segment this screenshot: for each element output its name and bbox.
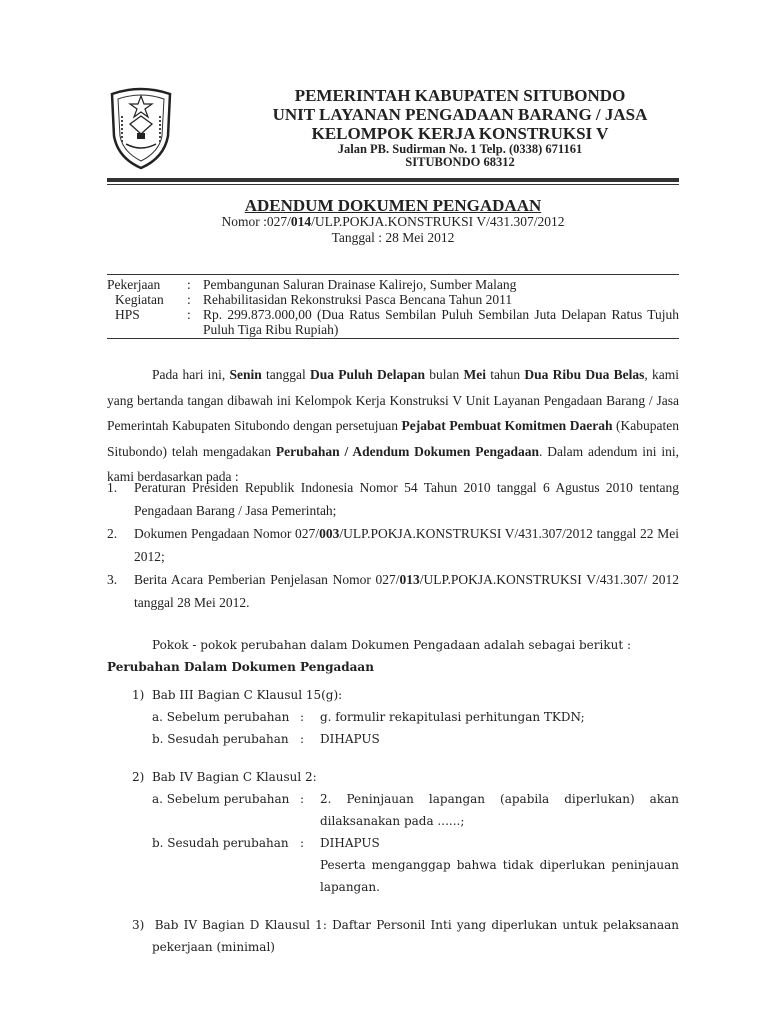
info-separator: : bbox=[187, 277, 191, 292]
header-working-group: KELOMPOK KERJA KONSTRUKSI V bbox=[311, 124, 609, 143]
change-item bbox=[132, 766, 679, 898]
text-run: Berita Acara Pemberian Penjelasan Nomor 027/ bbox=[134, 572, 400, 587]
number-prefix: Nomor :027/ bbox=[221, 214, 291, 229]
bold-text: Perubahan / Adendum Dokumen Pengadaan bbox=[275, 443, 539, 459]
changes-list bbox=[132, 684, 683, 974]
header-unit: UNIT LAYANAN PENGADAAN BARANG / JASA bbox=[272, 105, 648, 124]
change-note: Peserta menganggap bahwa tidak diperlukan peninjauan lapangan. bbox=[320, 858, 679, 894]
change-item bbox=[132, 914, 683, 958]
change-value-wrap bbox=[320, 788, 679, 832]
document-title: ADENDUM DOKUMEN PENGADAAN bbox=[244, 196, 542, 215]
text-run: , kami yang bertanda tangan dibawah ini Kelompok Kerja Konstruksi V Unit Layanan Pengadaan Barang / Jasa Pemerintah Kabupaten Situbondo dengan persetujuan bbox=[107, 367, 679, 433]
change-label: a. Sebelum perubahan bbox=[152, 710, 290, 724]
change-row bbox=[132, 728, 679, 750]
text-run: . Dalam adendum ini ini, kami berdasarkan pada : bbox=[107, 443, 679, 484]
basis-text bbox=[134, 522, 679, 568]
basis-item bbox=[107, 476, 679, 522]
basis-number: 3. bbox=[107, 572, 118, 587]
change-label: a. Sebelum perubahan bbox=[152, 792, 290, 806]
text-run: /ULP.POKJA.KONSTRUKSI V/431.307/ 2012 tanggal 28 Mei 2012. bbox=[134, 572, 679, 610]
basis-number: 2. bbox=[107, 526, 118, 541]
change-separator: : bbox=[300, 792, 305, 806]
info-label: Pekerjaan bbox=[107, 277, 161, 292]
number-suffix: /ULP.POKJA.KONSTRUKSI V/431.307/2012 bbox=[311, 214, 565, 229]
change-value: DIHAPUS bbox=[320, 732, 380, 746]
change-value: 2. Peninjauan lapangan (apabila diperlukan) akan dilaksanakan pada ......; bbox=[320, 792, 679, 828]
info-label: Kegiatan bbox=[115, 292, 164, 307]
changes-heading: Perubahan Dalam Dokumen Pengadaan bbox=[107, 660, 374, 674]
info-value: Rehabilitasidan Rekonstruksi Pasca Bencana Tahun 2011 bbox=[203, 292, 513, 307]
changes-intro: Pokok - pokok perubahan dalam Dokumen Pengadaan adalah sebagai berikut : bbox=[152, 638, 632, 652]
text-run: tanggal bbox=[261, 367, 311, 382]
change-row bbox=[132, 706, 679, 728]
change-label: b. Sesudah perubahan bbox=[152, 836, 289, 850]
info-table bbox=[107, 277, 679, 337]
basis-list bbox=[107, 476, 679, 614]
info-row bbox=[107, 307, 679, 337]
info-row bbox=[107, 292, 679, 307]
document-number bbox=[107, 214, 679, 230]
change-value-wrap bbox=[320, 832, 679, 898]
header-address: Jalan PB. Sudirman No. 1 Telp. (0338) 671161 bbox=[337, 142, 583, 156]
bold-text: Pejabat Pembuat Komitmen Daerah bbox=[401, 418, 613, 433]
info-separator: : bbox=[187, 292, 191, 307]
bold-text: Dua Puluh Delapan bbox=[310, 367, 426, 382]
bold-text: Senin bbox=[229, 367, 262, 382]
header-thin-rule bbox=[107, 184, 679, 185]
header-thick-rule bbox=[107, 178, 679, 182]
text-run: Peraturan Presiden Republik Indonesia Nomor 54 Tahun 2010 tanggal 6 Agustus 2010 tentang Pengadaan Barang / Jasa Pemerintah; bbox=[134, 480, 679, 518]
opening-paragraph bbox=[107, 362, 679, 490]
bold-text: Dua Ribu Dua Belas bbox=[524, 367, 645, 382]
change-label: b. Sesudah perubahan bbox=[152, 732, 289, 746]
basis-item bbox=[107, 522, 679, 568]
change-row bbox=[132, 832, 679, 898]
info-value: Pembangunan Saluran Drainase Kalirejo, Sumber Malang bbox=[203, 277, 517, 292]
info-row bbox=[107, 277, 679, 292]
change-title: 3) Bab IV Bagian D Klausul 1: Daftar Personil Inti yang diperlukan untuk pelaksanaan pekerjaan (minimal) bbox=[132, 918, 683, 954]
change-value: g. formulir rekapitulasi perhitungan TKDN; bbox=[320, 710, 585, 724]
regency-emblem-logo bbox=[108, 86, 174, 170]
info-top-rule bbox=[107, 274, 679, 275]
header-government: PEMERINTAH KABUPATEN SITUBONDO bbox=[294, 86, 626, 105]
header-city: SITUBONDO 68312 bbox=[405, 155, 515, 169]
change-title: 2) Bab IV Bagian C Klausul 2: bbox=[132, 770, 317, 784]
change-value-wrap bbox=[320, 706, 679, 728]
text-run: tahun bbox=[485, 367, 525, 382]
change-separator: : bbox=[300, 836, 305, 850]
change-separator: : bbox=[300, 710, 305, 724]
bold-text: Mei bbox=[463, 367, 486, 382]
text-run: (Kabupaten Situbondo) telah mengadakan bbox=[107, 418, 679, 459]
text-run: bulan bbox=[425, 367, 464, 382]
info-label: HPS bbox=[115, 307, 140, 322]
change-value: DIHAPUS bbox=[320, 836, 380, 850]
info-value: Rp. 299.873.000,00 (Dua Ratus Sembilan Puluh Sembilan Juta Delapan Ratus Tujuh Puluh Tiga Ribu Rupiah) bbox=[203, 307, 679, 337]
bold-text: 013 bbox=[399, 572, 420, 587]
document-date: Tanggal : 28 Mei 2012 bbox=[331, 230, 455, 245]
basis-item bbox=[107, 568, 679, 614]
basis-text bbox=[134, 568, 679, 614]
info-separator: : bbox=[187, 307, 191, 322]
number-bold: 014 bbox=[290, 214, 312, 229]
basis-text bbox=[134, 476, 679, 522]
change-value-wrap bbox=[320, 728, 679, 750]
bold-text: 003 bbox=[319, 526, 340, 541]
text-run: Dokumen Pengadaan Nomor 027/ bbox=[134, 526, 320, 541]
text-run: /ULP.POKJA.KONSTRUKSI V/431.307/2012 tanggal 22 Mei 2012; bbox=[134, 526, 679, 564]
change-separator: : bbox=[300, 732, 305, 746]
change-title: 1) Bab III Bagian C Klausul 15(g): bbox=[132, 688, 343, 702]
change-row bbox=[132, 788, 679, 832]
info-bottom-rule bbox=[107, 338, 679, 339]
text-run: Pada hari ini, bbox=[152, 367, 230, 382]
change-item bbox=[132, 684, 679, 750]
basis-number: 1. bbox=[107, 480, 118, 495]
